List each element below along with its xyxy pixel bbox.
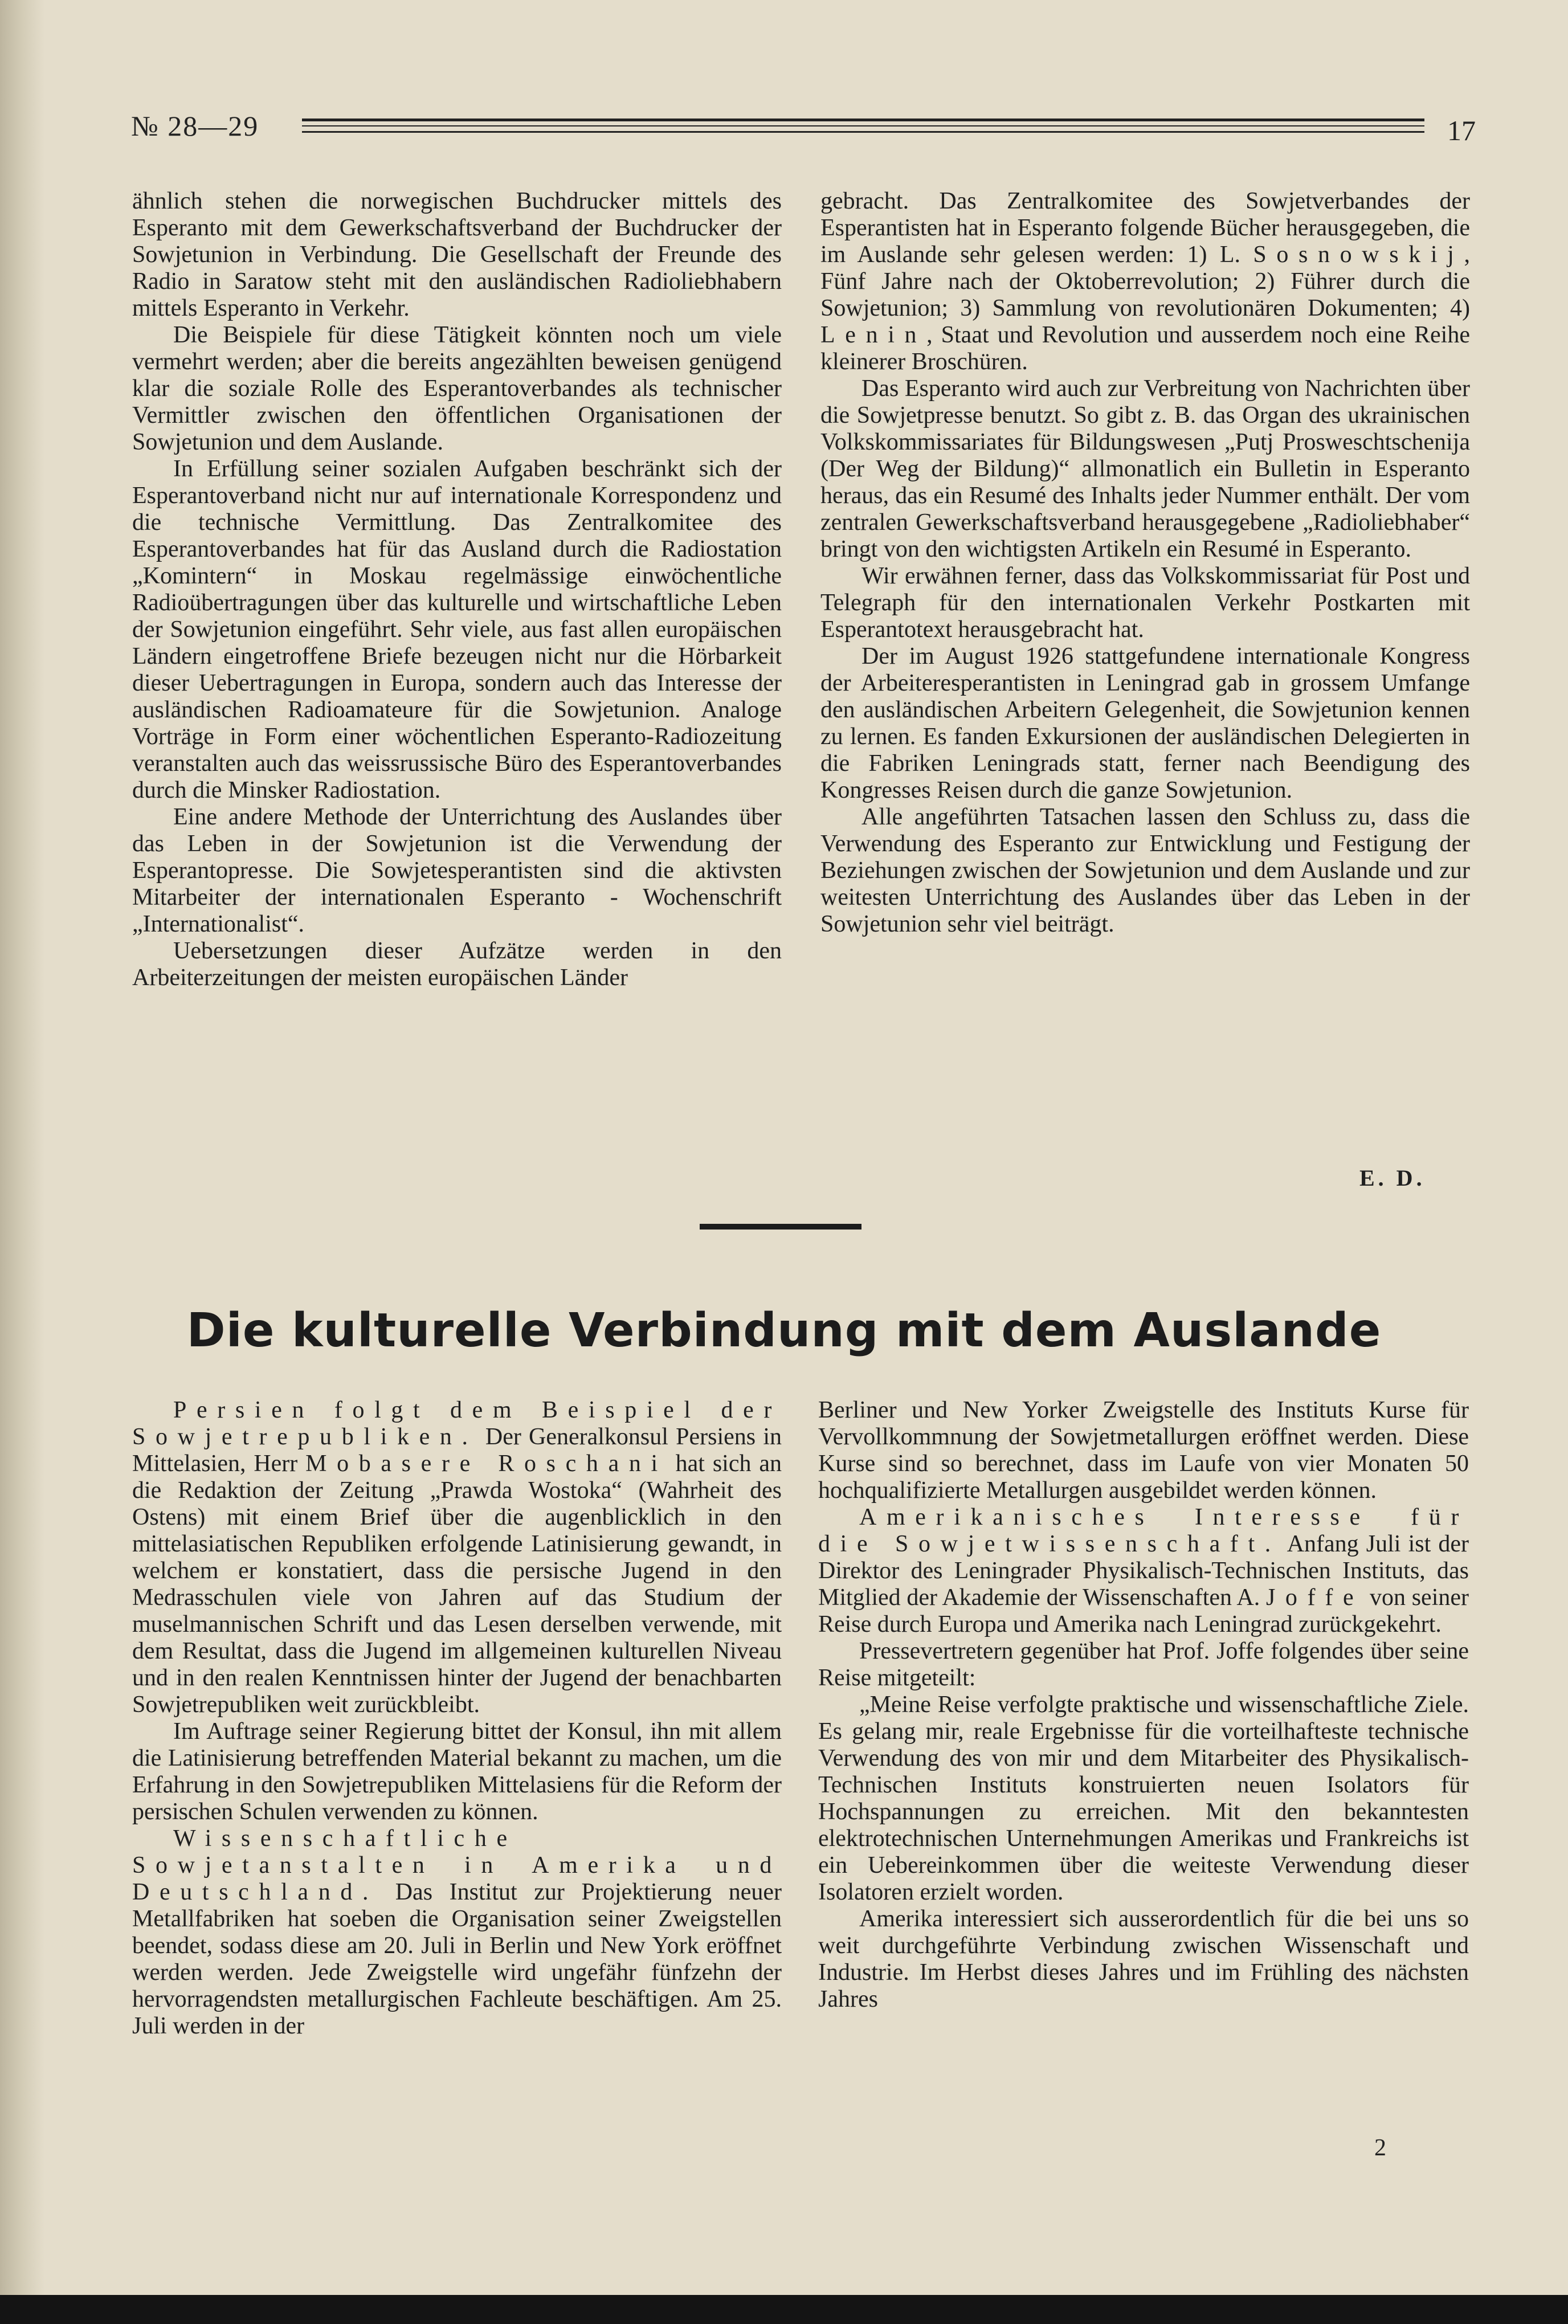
- paragraph: Der im August 1926 stattgefundene internationale Kongress der Arbeiteresperantisten in Leningrad gab in grossem Umfange den ausländischen Arbeitern Gelegenheit, die Sowjetunion kennen zu lernen. Es fanden Exkursionen der ausländischen Delegierten in die Fabriken Leningrads statt, ferner nach Beendigung des Kongresses Reisen durch die ganze Sowjetunion.: [820, 643, 1470, 803]
- paragraph: [820, 188, 1470, 375]
- paragraph: Eine andere Methode der Unterrichtung des Auslandes über das Leben in der Sowjetunion ist die Verwendung der Esperantopresse. Die Sowjetesperantisten sind die aktivsten Mitarbeiter der internationalen Esperanto - Wochenschrift „Internationalist“.: [132, 804, 782, 937]
- text-run: Der Generalkonsul Persiens in Mittelasien, Herr: [132, 1424, 782, 1477]
- paragraph: [132, 1397, 782, 1718]
- paragraph: Berliner und New Yorker Zweigstelle des Instituts Kurse für Vervollkommnung der Sowjetmetallurgen eröffnet werden. Diese Kurse sind so berechnet, dass im Laufe von vier Monaten 50 hochqualifizierte Metallurgen ausgebildet werden können.: [818, 1397, 1469, 1504]
- article-column-top-left: [132, 188, 782, 991]
- paragraph: Im Auftrage seiner Regierung bittet der Konsul, ihn mit allem die Latinisierung betreffenden Material bekannt zu machen, um die Erfahrung in den Sowjetrepubliken Mittelasiens für die Reform der persischen Schulen verwenden zu können.: [132, 1718, 782, 1825]
- header-rule: [302, 119, 1424, 121]
- person-name: Joffe: [1265, 1584, 1364, 1611]
- section-divider: [700, 1224, 861, 1230]
- author-name: Lenin: [820, 322, 927, 348]
- text-run: gebracht. Das Zentralkomitee des Sowjetverbandes der Esperantisten hat in Esperanto folgende Bücher herausgegeben, die im Auslande sehr gelesen werden: 1) L.: [820, 188, 1470, 268]
- paragraph: ähnlich stehen die norwegischen Buchdrucker mittels des Esperanto mit dem Gewerkschaftsverband der Buchdrucker der Sowjetunion in Verbindung. Die Gesellschaft der Freunde des Radio in Saratow steht mit den ausländischen Radioliebhabern mittels Esperanto in Verkehr.: [132, 188, 782, 321]
- article-headline: Die kulturelle Verbindung mit dem Auslande: [186, 1304, 1382, 1358]
- paragraph: Das Esperanto wird auch zur Verbreitung von Nachrichten über die Sowjetpresse benutzt. So gibt z. B. das Organ des ukrainischen Volkskommissariates für Bildungswesen „Putj Prosweschtschenija (Der Weg der Bildung)“ allmonatlich ein Bulletin in Esperanto heraus, das ein Resumé des Inhalts jeder Nummer enthält. Der vom zentralen Gewerkschaftsverband herausgegebene „Radioliebhaber“ bringt von den wichtigsten Artikeln ein Resumé in Esperanto.: [820, 375, 1470, 562]
- page-number: 17: [1447, 115, 1476, 146]
- paragraph: Pressevertretern gegenüber hat Prof. Joffe folgendes über seine Reise mitgeteilt:: [818, 1638, 1469, 1691]
- paragraph: In Erfüllung seiner sozialen Aufgaben beschränkt sich der Esperantoverband nicht nur auf internationale Korrespondenz und die technische Vermittlung. Das Zentralkomitee des Esperantoverbandes hat für das Ausland durch die Radiostation „Komintern“ in Moskau regelmässige einwöchentliche Radioübertragungen über das kulturelle und wirtschaftliche Leben der Sowjetunion eingeführt. Sehr viele, aus fast allen europäischen Ländern eingetroffene Briefe bezeugen nicht nur die Hörbarkeit dieser Uebertragungen in Europa, sondern auch das Interesse der ausländischen Radioamateure für die Sowjetunion. Analoge Vorträge in Form einer wöchentlichen Esperanto-Radiozeitung veranstalten auch das weissrussische Büro des Esperantoverbandes durch die Minsker Radiostation.: [132, 456, 782, 803]
- article-column-bottom-left: [132, 1397, 782, 2040]
- text-run: hat sich an die Redaktion der Zeitung „Prawda Wostoka“ (Wahrheit des Ostens) mit einem Brief über die augenblicklich in den mittelasiatischen Republiken erfolgende Latinisierung gewandt, in welchem er konstatiert, dass die persische Jugend in den Medrasschulen viele von Jahren auf das Studium der muselmannischen Schrift und das Lesen derselben verwende, mit dem Resultat, dass die Jugend im allgemeinen kulturellen Niveau und in den realen Kenntnissen hinter der Jugend der benachbarten Sowjetrepubliken weit zurückbleibt.: [132, 1451, 782, 1718]
- author-name: Sosnowskij: [1253, 242, 1464, 268]
- issue-number: № 28—29: [131, 110, 259, 142]
- page-header: [131, 109, 1476, 149]
- section-lead: Wissenschaftliche Sowjetanstalten in Amerika und Deutschland.: [132, 1825, 782, 1905]
- text-run: von seiner Reise durch Europa und Amerika nach Leningrad zurückgekehrt.: [818, 1584, 1469, 1637]
- text-run: Anfang Juli ist der Direktor des Leningrader Physikalisch-Technischen Instituts, das Mitglied der Akademie der Wissenschaften A.: [818, 1531, 1469, 1611]
- paragraph: Uebersetzungen dieser Aufzätze werden in den Arbeiterzeitungen der meisten europäischen Länder: [132, 938, 782, 991]
- signature-mark: 2: [1374, 2135, 1386, 2161]
- paragraph: [818, 1504, 1469, 1638]
- paragraph: Alle angeführten Tatsachen lassen den Schluss zu, dass die Verwendung des Esperanto zur Entwicklung und Festigung der Beziehungen zwischen der Sowjetunion und dem Auslande und zur weitesten Unterrichtung des Auslandes über das Leben in der Sowjetunion sehr viel beiträgt.: [820, 804, 1470, 937]
- paragraph: Amerika interessiert sich ausserordentlich für die bei uns so weit durchgeführte Verbindung zwischen Wissenschaft und Industrie. Im Herbst dieses Jahres und im Frühling des nächsten Jahres: [818, 1906, 1469, 2012]
- paragraph: Wir erwähnen ferner, dass das Volkskommissariat für Post und Telegraph für den internationalen Verkehr Postkarten mit Esperantotext herausgebracht hat.: [820, 563, 1470, 643]
- paragraph: Die Beispiele für diese Tätigkeit könnten noch um viele vermehrt werden; aber die bereits angezählten beweisen genügend klar die soziale Rolle des Esperantoverbandes als technischer Vermittler zwischen den öffentlichen Organisationen der Sowjetunion und dem Auslande.: [132, 322, 782, 455]
- paragraph: [132, 1825, 782, 2040]
- header-rule: [302, 131, 1424, 133]
- text-run: , Fünf Jahre nach der Oktoberrevolution; 2) Führer durch die Sowjetunion; 3) Sammlung von revolutionären Dokumenten; 4): [820, 242, 1470, 321]
- article-column-top-right: [820, 188, 1470, 938]
- header-rule: [302, 125, 1424, 126]
- paragraph: „Meine Reise verfolgte praktische und wissenschaftliche Ziele. Es gelang mir, reale Ergebnisse für die vorteilhafteste technische Verwendung des von mir und dem Mitarbeiter des Physikalisch-Technischen Instituts konstruierten neuen Isolators für Hochspannungen zu erreichen. Mit den bekanntesten elektrotechnischen Unternehmungen Amerikas und Frankreichs ist ein Uebereinkommen über die weiteste Verwendung dieser Isolatoren erzielt worden.: [818, 1692, 1469, 1905]
- text-run: , Staat und Revolution und ausserdem noch eine Reihe kleinerer Broschüren.: [820, 322, 1470, 375]
- text-run: Das Institut zur Projektierung neuer Metallfabriken hat soeben die Organisation seiner Zweigstellen beendet, sodass diese am 20. Juli in Berlin und New York eröffnet werden werden. Jede Zweigstelle wird ungefähr fünfzehn der hervorragendsten metallurgischen Fachleute beschäftigen. Am 25. Juli werden in der: [132, 1879, 782, 2039]
- page-spine-shadow: [0, 0, 44, 2295]
- section-lead: Persien folgt dem Beispiel der Sowjetrepubliken.: [132, 1397, 782, 1450]
- person-name: Mobasere Roschani: [305, 1451, 668, 1477]
- article-signature: E. D.: [1359, 1165, 1426, 1191]
- section-lead: Amerikanisches Interesse für die Sowjetwissenschaft.: [818, 1504, 1469, 1557]
- article-column-bottom-right: [818, 1397, 1469, 2013]
